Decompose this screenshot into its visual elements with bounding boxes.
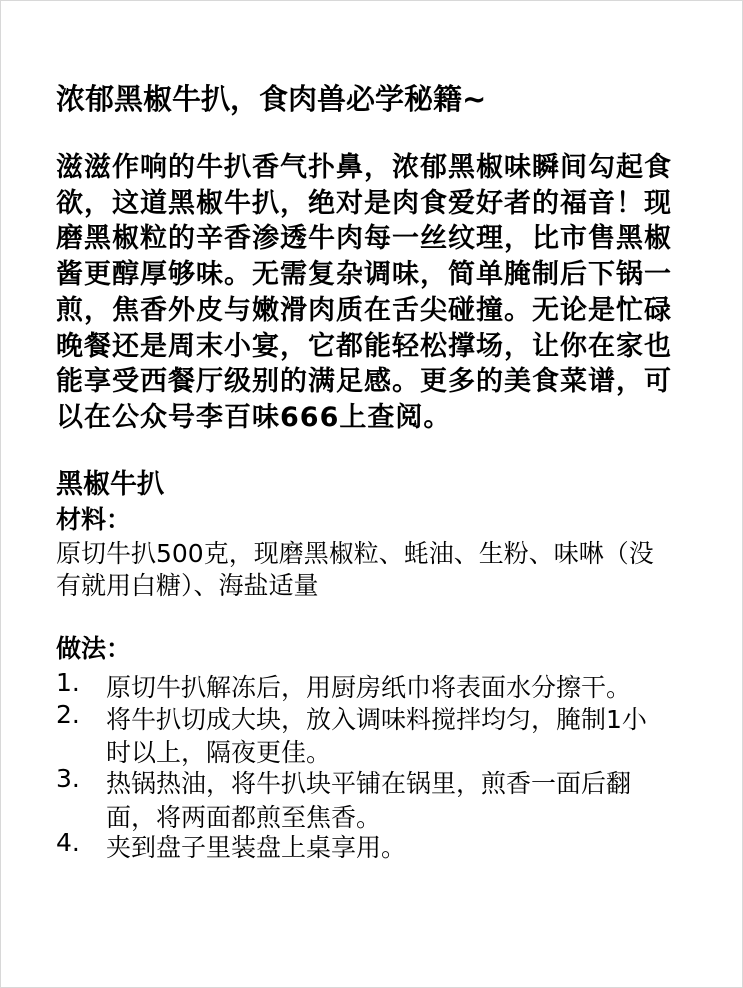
step-text: 时以上，隔夜更佳。 (106, 738, 332, 767)
ingredients-label: 材料： (56, 505, 132, 534)
step-number: 3. (56, 764, 80, 793)
step-text: 将牛扒切成大块，放入调味料搅拌均匀，腌制1小 (106, 705, 647, 734)
step-number: 1. (56, 668, 80, 697)
step-number: 2. (56, 700, 80, 729)
intro-line: 滋滋作响的牛扒香气扑鼻，浓郁黑椒味瞬间勾起食 (56, 152, 672, 183)
step-text: 热锅热油，将牛扒块平铺在锅里，煎香一面后翻 (106, 769, 632, 798)
intro-line: 煎，焦香外皮与嫩滑肉质在舌尖碰撞。无论是忙碌 (56, 295, 672, 326)
step-text: 原切牛扒解冻后，用厨房纸巾将表面水分擦干。 (106, 673, 632, 702)
intro-line: 以在公众号李百味666上查阅。 (56, 402, 452, 433)
ingredients-line: 原切牛扒500克，现磨黑椒粒、蚝油、生粉、味啉（没 (56, 539, 654, 568)
ingredients-line: 有就用白糖）、海盐适量 (56, 571, 319, 600)
intro-line: 欲，这道黑椒牛扒，绝对是肉食爱好者的福音！现 (56, 188, 672, 219)
recipe-title: 黑椒牛扒 (56, 469, 164, 500)
intro-line: 酱更醇厚够味。无需复杂调味，简单腌制后下锅一 (56, 259, 672, 290)
intro-line: 能享受西餐厅级别的满足感。更多的美食菜谱，可 (56, 366, 672, 397)
step-text: 夹到盘子里装盘上桌享用。 (106, 833, 407, 862)
step-number: 4. (56, 828, 80, 857)
page-title: 浓郁黑椒牛扒，食肉兽必学秘籍~ (56, 82, 487, 116)
intro-line: 晚餐还是周末小宴，它都能轻松撑场，让你在家也 (56, 331, 672, 362)
method-label: 做法： (56, 634, 132, 663)
step-text: 面，将两面都煎至焦香。 (106, 803, 382, 832)
intro-line: 磨黑椒粒的辛香渗透牛肉每一丝纹理，比市售黑椒 (56, 223, 672, 254)
